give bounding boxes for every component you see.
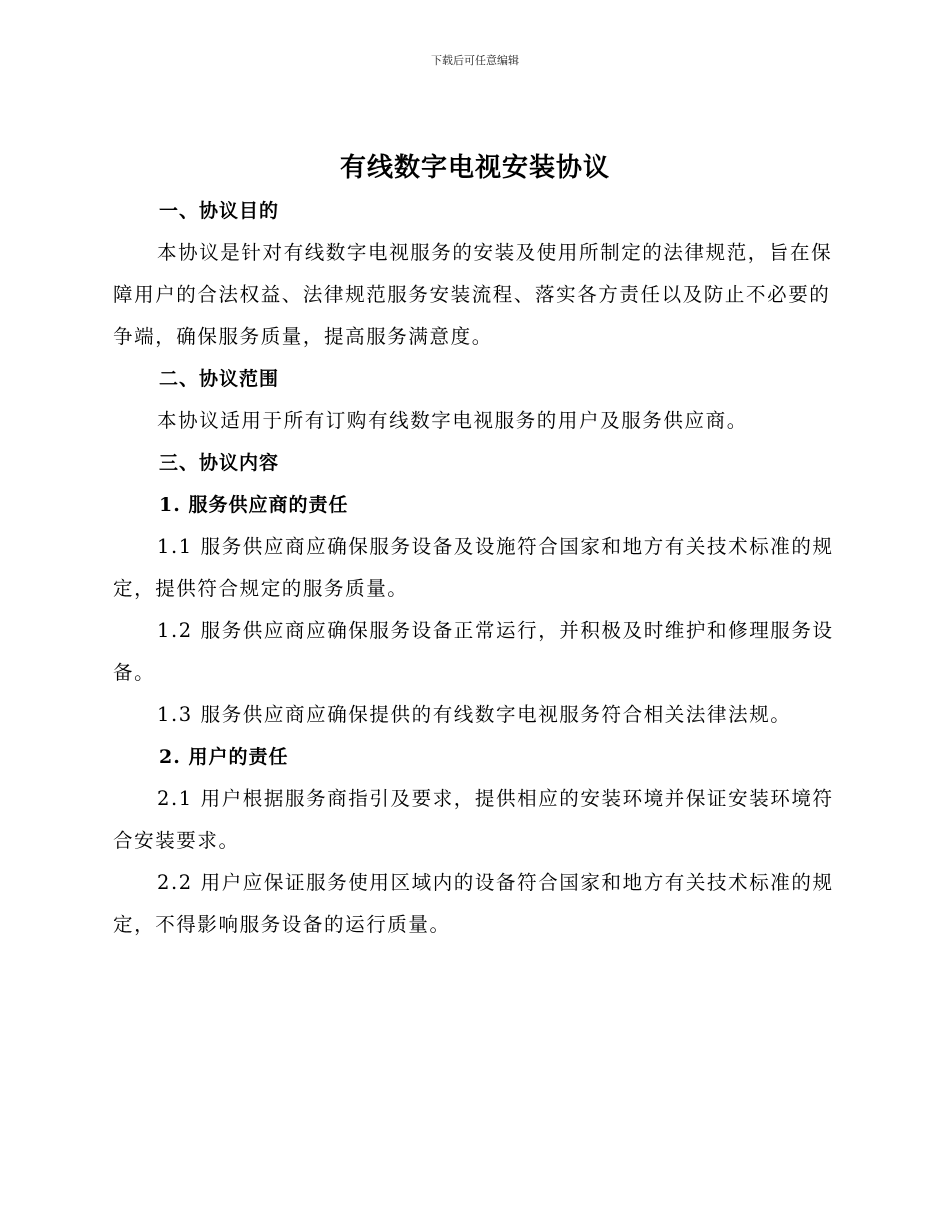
section-heading-scope: 二、协议范围 bbox=[159, 368, 280, 390]
subsection-heading-provider: 1. 服务供应商的责任 bbox=[159, 494, 349, 516]
section-heading-content: 三、协议内容 bbox=[159, 452, 280, 474]
clause-1-3: 1.3 服务供应商应确保提供的有线数字电视服务符合相关法律法规。 bbox=[157, 703, 792, 726]
clause-2-1: 2.1 用户根据服务商指引及要求，提供相应的安装环境并保证安装环境符合安装要求。 bbox=[113, 787, 834, 852]
section-heading-purpose: 一、协议目的 bbox=[159, 200, 280, 222]
page-header-note: 下载后可任意编辑 bbox=[431, 54, 519, 67]
clause-1-1: 1.1 服务供应商应确保服务设备及设施符合国家和地方有关技术标准的规定，提供符合规定的服务质量。 bbox=[113, 535, 834, 600]
clause-1-2: 1.2 服务供应商应确保服务设备正常运行，并积极及时维护和修理服务设备。 bbox=[113, 619, 834, 684]
document-body bbox=[113, 190, 839, 946]
subsection-heading-user: 2. 用户的责任 bbox=[159, 746, 289, 768]
section-paragraph-scope: 本协议适用于所有订购有线数字电视服务的用户及服务供应商。 bbox=[157, 409, 748, 432]
clause-2-2: 2.2 用户应保证服务使用区域内的设备符合国家和地方有关技术标准的规定，不得影响服务设备的运行质量。 bbox=[113, 871, 834, 936]
document-title: 有线数字电视安装协议 bbox=[339, 153, 610, 183]
section-paragraph-purpose: 本协议是针对有线数字电视服务的安装及使用所制定的法律规范，旨在保障用户的合法权益、法律规范服务安装流程、落实各方责任以及防止不必要的争端，确保服务质量，提高服务满意度。 bbox=[113, 241, 833, 348]
